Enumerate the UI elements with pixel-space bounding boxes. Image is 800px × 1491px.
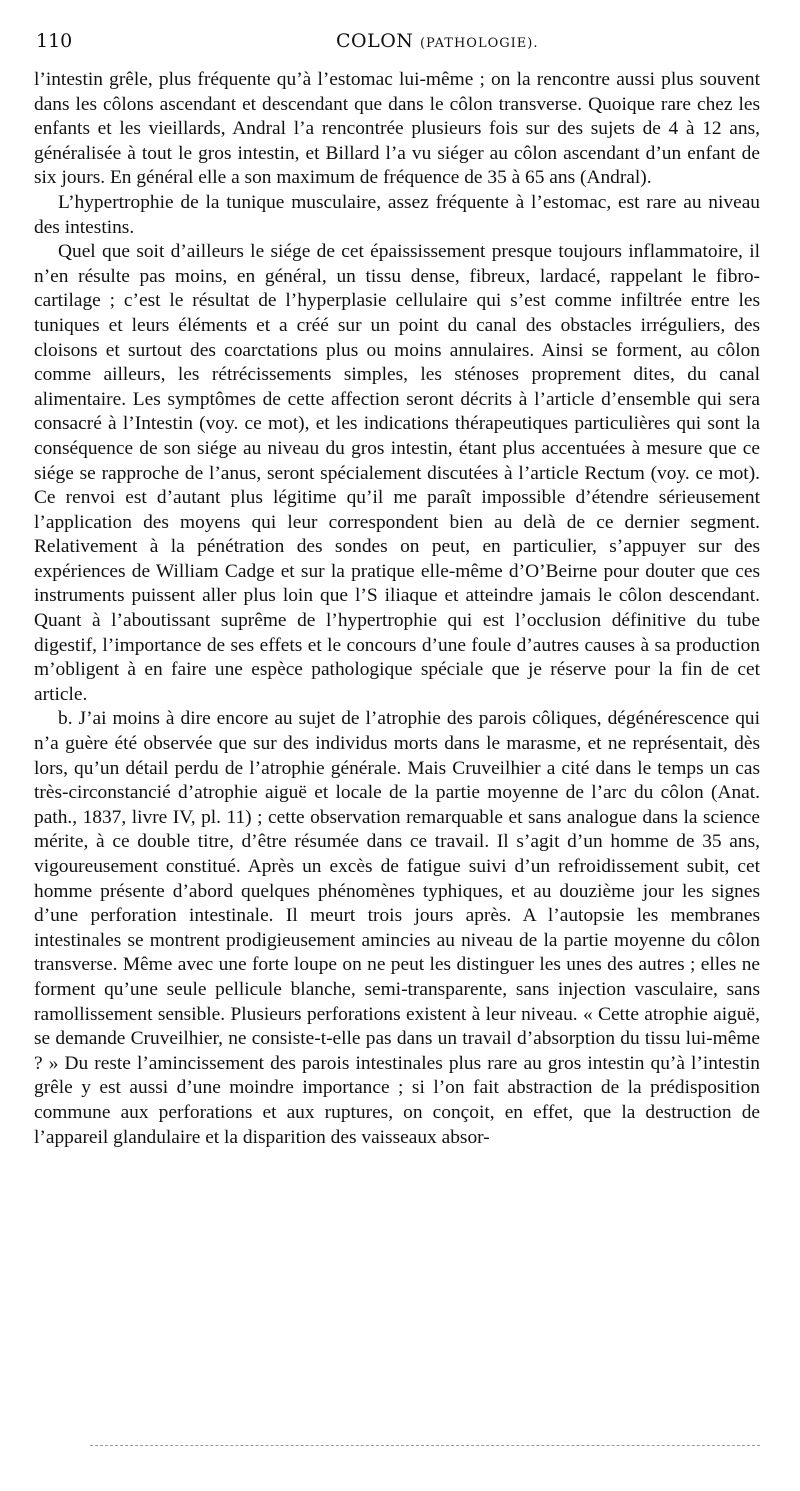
running-head-subtitle: (PATHOLOGIE). (419, 36, 539, 51)
paragraph: b. J’ai moins à dire encore au sujet de l’atrophie des parois côliques, dégénérescence qui n’a guère été observée que sur des individus morts dans le marasme, et ne représentait, dès lors, qu’un détail perdu de l’atrophie générale. Mais Cruveilhier a cité dans le temps un cas très-circonstancié d’atrophie aiguë et locale de la partie moyenne de l’arc du côlon (Anat. path., 1837, livre IV, pl. 11) ; cette observation remarquable et sans analogue dans la science mérite, à ce double titre, d’être résumée dans ce travail. Il s’agit d’un homme de 35 ans, vigoureusement constitué. Après un excès de fatigue suivi d’un refroidissement subit, cet homme présente d’abord quelques phénomènes typhiques, et au douzième jour les signes d’une perforation intestinale. Il meurt trois jours après. A l’autopsie les membranes intestinales se montrent prodigieusement amincies au niveau de la partie moyenne du côlon transverse. Même avec une forte loupe on ne peut les distinguer les unes des autres ; elles ne forment qu’une seule pellicule blanche, semi-transparente, sans injection vasculaire, sans ramollissement sensible. Plusieurs perforations existent à leur niveau. « Cette atrophie aiguë, se demande Cruveilhier, ne consiste-t-elle pas dans un travail d’absorption du tissu lui-même ? » Du reste l’amincissement des parois intestinales plus rare au gros intestin qu’à l’intestin grêle y est aussi d’une moindre importance ; si l’on fait abstraction de la prédisposition commune aux perforations et aux ruptures, on conçoit, en effet, que la destruction de l’appareil glandulaire et la disparition des vaisseaux absor- (34, 708, 760, 1148)
paragraph-continued: l’intestin grêle, plus fréquente qu’à l’estomac lui-même ; on la rencontre aussi plus souvent dans les côlons ascendant et descendant que dans le côlon transverse. Quoique rare chez les enfants et les vieillards, Andral l’a rencontrée plusieurs fois sur des sujets de 4 à 12 ans, généralisée à tout le gros intestin, et Billard l’a vu siéger au côlon ascendant d’un enfant de six jours. En général elle a son maximum de fréquence de 35 à 65 ans (Andral). (34, 69, 760, 189)
page-number: 110 (36, 30, 73, 52)
footer-rule (90, 1445, 760, 1446)
paragraph: Quel que soit d’ailleurs le siége de cet épaississement presque toujours inflammatoire, il n’en résulte pas moins, en général, un tissu dense, fibreux, lardacé, rappelant le fibro-cartilage ; c’est le résultat de l’hyperplasie cellulaire qui s’est comme infiltrée entre les tuniques et leurs éléments et a créé sur un point du canal des obstacles irréguliers, des cloisons et surtout des coarctations plus ou moins annulaires. Ainsi se forment, au côlon comme ailleurs, les rétrécissements simples, les sténoses proprement dites, du canal alimentaire. Les symptômes de cette affection seront décrits à l’article d’ensemble qui sera consacré à l’Intestin (voy. ce mot), et les indications thérapeutiques particulières qui sont la conséquence de son siége au niveau du gros intestin, étant plus accentuées à mesure que ce siége se rapproche de l’anus, seront spécialement discutées à l’article Rectum (voy. ce mot). Ce renvoi est d’autant plus légitime qu’il me paraît impossible d’étendre sérieusement l’application des moyens qui leur correspondent bien au delà de ce dernier segment. Relativement à la pénétration des sondes on peut, en particulier, s’appuyer sur des expériences de William Cadge et sur la pratique elle-même d’O’Beirne pour douter que ces instruments puissent aller plus loin que l’S iliaque et atteindre jamais le côlon descendant. Quant à l’aboutissant suprême de l’hypertrophie qui est l’occlusion définitive du tube digestif, l’importance de ses effets et le concours d’une foule d’autres causes à sa production m’obligent à en faire une espèce pathologique spéciale que je réserve pour la fin de cet article. (34, 241, 760, 705)
running-head (336, 30, 538, 52)
body-text (34, 68, 760, 1150)
page-header (36, 30, 770, 60)
paragraph: L’hypertrophie de la tunique musculaire, assez fréquente à l’estomac, est rare au niveau des intestins. (34, 191, 760, 238)
running-head-title: COLON (336, 30, 414, 52)
